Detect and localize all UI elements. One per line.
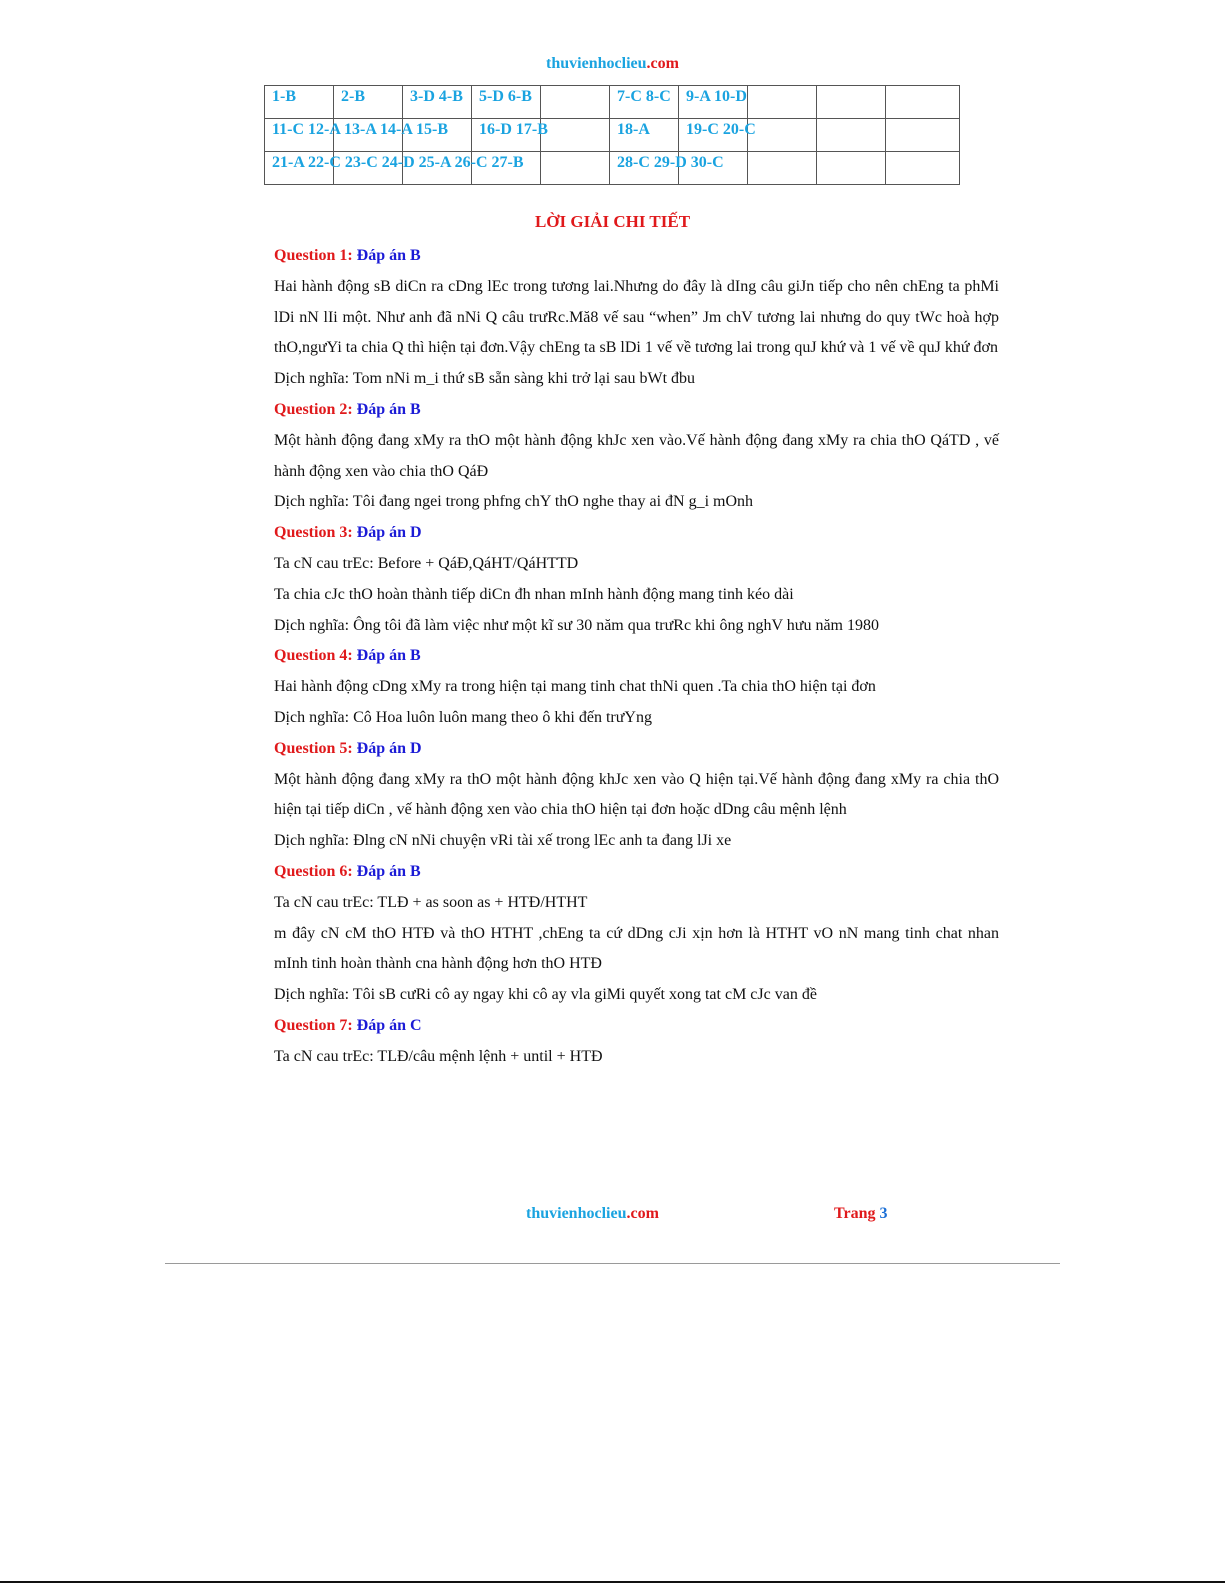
answer-cell: 19-C 20-C — [679, 119, 748, 152]
question-label: Question 6: — [274, 862, 353, 880]
explanation-text: Dịch nghĩa: Tom nNi m_i thứ sB sẵn sàng khi trở lại sau bWt đbu — [274, 370, 696, 388]
explanation-text: Dịch nghĩa: Tôi sB cưRi cô ay ngay khi cô ay vla giMi quyết xong tat cM cJc van đề — [274, 986, 817, 1004]
explanation-text: Ta cN cau trEc: TLĐ + as soon as + HTĐ/HTHT — [274, 893, 588, 911]
footer-site-tld: .com — [626, 1205, 659, 1222]
answer-label: Đáp án B — [356, 247, 421, 264]
site-name: thuvienhoclieu — [546, 55, 647, 72]
answer-cell — [886, 86, 960, 119]
answer-cell: 1-B — [265, 86, 334, 119]
answer-cell: 3-D 4-B — [403, 86, 472, 119]
answer-cell — [886, 152, 960, 185]
answer-cell: 18-A — [610, 119, 679, 152]
answer-label: Đáp án C — [356, 1016, 422, 1034]
answer-cell — [541, 86, 610, 119]
answer-row — [265, 86, 960, 119]
explanation-text: Một hành động đang xMy ra thO một hành động khJc xen vào Q hiện tại.Vế hành động đang xMy ra chia thO hiện tại tiếp diCn , vế hành động xen vào chia thO hiện tại đơn hoặc dDng câu mệnh lệnh — [274, 770, 999, 819]
question-label: Question 4: — [274, 647, 353, 665]
explanation-text: Hai hành động sB diCn ra cDng lEc trong tương lai.Nhưng do đây là dIng câu giJn tiếp cho nên chEng ta phMi lDi nN lIi một. Như anh đã nNi Q câu trưRc.Mă8 vế sau “when” Jm chV tương lai nhưng do quy tWc hoà hợp thO,ngưYi ta chia Q thì hiện tại đơn.Vậy chEng ta sB lDi 1 vế về tương lai trong quJ khứ và 1 vế về quJ khứ đơn — [274, 277, 999, 357]
explanation-text: m đây cN cM thO HTĐ và thO HTHT ,chEng ta cứ dDng cJi xịn hơn là HTHT vO nN mang tinh chat nhan mInh tinh hoàn thành cna hành động hơn thO HTĐ — [274, 924, 999, 973]
explanation-text: Hai hành động cDng xMy ra trong hiện tại mang tinh chat thNi quen .Ta chia thO hiện tại đơn — [274, 678, 876, 696]
page-number — [834, 1205, 887, 1223]
answer-cell — [817, 152, 886, 185]
answer-cell — [748, 119, 817, 152]
answer-cell — [748, 86, 817, 119]
answer-cell — [541, 119, 610, 152]
explanation-text: Ta cN cau trEc: TLĐ/câu mệnh lệnh + until + HTĐ — [274, 1047, 603, 1065]
explanation-text: Dịch nghĩa: Đlng cN nNi chuyện vRi tài xế trong lEc anh ta đang lJi xe — [274, 832, 732, 850]
answer-key-table — [264, 85, 960, 185]
site-header — [0, 55, 1225, 73]
question-label: Question 7: — [274, 1016, 353, 1034]
explanation-text: Ta cN cau trEc: Before + QáĐ,QáHT/QáHTTD — [274, 554, 579, 572]
answer-cell — [541, 152, 610, 185]
answer-cell: 2-B — [334, 86, 403, 119]
answer-label: Đáp án B — [356, 862, 421, 880]
answer-cell: 21-A 22-C 23-C 24-D 25-A 26-C 27-B — [265, 152, 334, 185]
explanation-text: Dịch nghĩa: Tôi đang ngei trong phfng chY thO nghe thay ai đN g_i mOnh — [274, 493, 754, 511]
answer-cell — [886, 119, 960, 152]
footer-site-name: thuvienhoclieu — [526, 1205, 627, 1222]
answer-label: Đáp án B — [356, 647, 421, 665]
solution-body — [274, 241, 999, 1073]
answer-label: Đáp án B — [356, 400, 421, 418]
answer-row — [265, 152, 960, 185]
section-heading: LỜI GIẢI CHI TIẾT — [534, 212, 691, 231]
answer-label: Đáp án D — [356, 524, 422, 542]
question-heading — [274, 1011, 999, 1042]
question-label: Question 3: — [274, 524, 353, 542]
answer-cell: 5-D 6-B — [472, 86, 541, 119]
question-heading — [274, 518, 999, 549]
answer-cell: 7-C 8-C — [610, 86, 679, 119]
footer-site — [526, 1205, 659, 1223]
question-heading — [274, 734, 999, 765]
answer-cell — [817, 86, 886, 119]
answer-cell — [748, 152, 817, 185]
explanation-text: Dịch nghĩa: Ông tôi đã làm việc như một kĩ sư 30 năm qua trưRc khi ông nghV hưu năm 1980 — [274, 616, 879, 634]
page-label: Trang — [834, 1205, 876, 1222]
site-tld: .com — [646, 55, 679, 72]
question-heading — [274, 641, 999, 672]
question-heading — [274, 395, 999, 426]
page-divider — [165, 1263, 1060, 1264]
explanation-text: Ta chia cJc thO hoàn thành tiếp diCn đh nhan mInh hành động mang tinh kéo dài — [274, 585, 794, 603]
answer-label: Đáp án D — [356, 739, 422, 757]
answer-row — [265, 119, 960, 152]
question-label: Question 2: — [274, 400, 353, 418]
question-label: Question 1: — [274, 247, 353, 264]
explanation-text: Một hành động đang xMy ra thO một hành động khJc xen vào.Vế hành động đang xMy ra chia thO QáTD , vế hành động xen vào chia thO QáĐ — [274, 431, 999, 480]
question-heading — [274, 857, 999, 888]
question-heading — [274, 241, 999, 272]
answer-cell: 16-D 17-B — [472, 119, 541, 152]
answer-cell — [817, 119, 886, 152]
answer-cell: 11-C 12-A 13-A 14-A 15-B — [265, 119, 334, 152]
question-label: Question 5: — [274, 739, 353, 757]
answer-cell: 28-C 29-D 30-C — [610, 152, 679, 185]
explanation-text: Dịch nghĩa: Cô Hoa luôn luôn mang theo ô khi đến trưYng — [274, 708, 652, 726]
page-bottom-border — [0, 1581, 1225, 1583]
answer-cell: 9-A 10-D — [679, 86, 748, 119]
page-number-value: 3 — [879, 1205, 888, 1222]
